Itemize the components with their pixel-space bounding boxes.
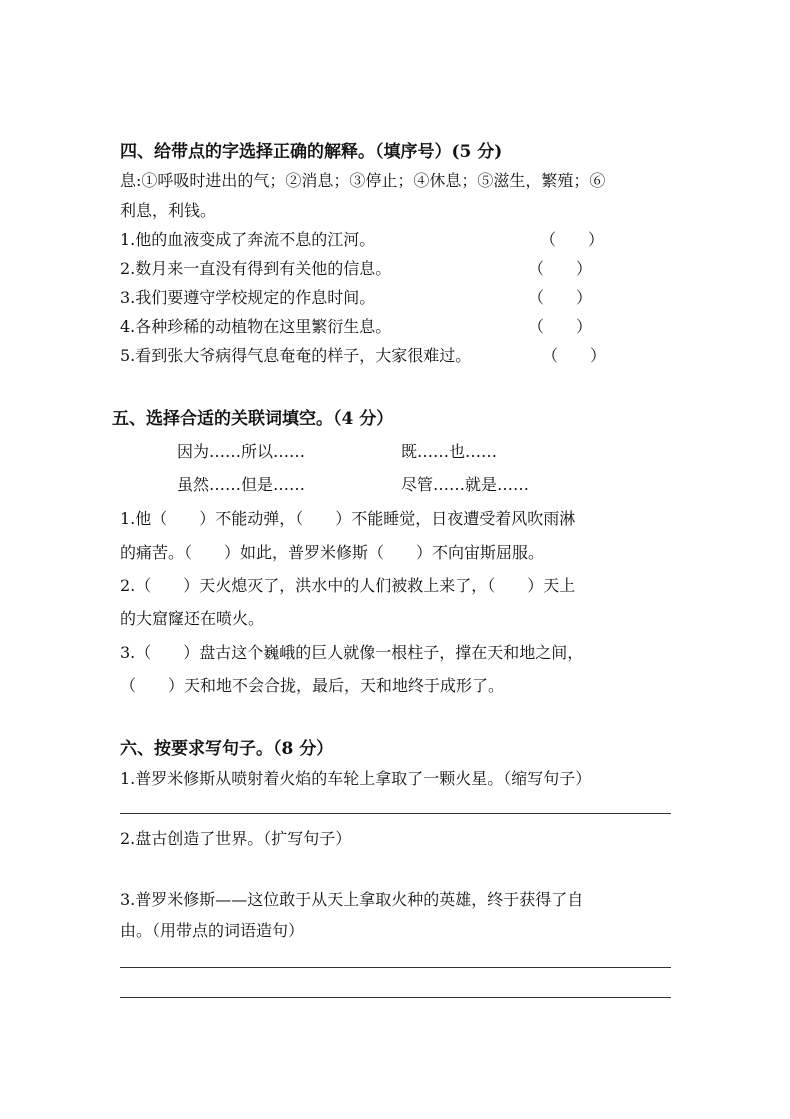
section6-question-2: 2.盘古创造了世界。（扩写句子）: [120, 829, 352, 848]
section6-question-3-line1: 3.普罗米修斯——这位敢于从天上拿取火种的英雄，终于获得了自: [120, 890, 584, 909]
section4-item-4-text: 4.各种珍稀的动植物在这里繁衍生息。: [120, 317, 392, 336]
section4-item-2-blank[interactable]: （ ）: [528, 259, 593, 278]
section6-title: 六、按要求写句子。（8 分）: [120, 739, 334, 759]
conjunction-option-1: 因为……所以……: [177, 442, 306, 461]
section5-title: 五、选择合适的关联词填空。（4 分）: [112, 409, 394, 429]
answer-line-1[interactable]: [120, 813, 671, 814]
section6-question-3-line2: 由。（用带点的词语造句）: [120, 921, 305, 940]
section4-definition-line2: 利息，利钱。: [120, 201, 217, 220]
section5-question-1-line1: 1.他（ ）不能动弹，（ ）不能睡觉，日夜遭受着风吹雨淋: [120, 509, 576, 528]
answer-line-3[interactable]: [120, 997, 671, 998]
section4-item-1-text: 1.他的血液变成了奔流不息的江河。: [120, 230, 376, 249]
section4-item-2-text: 2.数月来一直没有得到有关他的信息。: [120, 259, 392, 278]
section4-title: 四、给带点的字选择正确的解释。（填序号）(5 分): [120, 142, 503, 162]
section4-definition-line1: 息:①呼吸时进出的气；②消息；③停止；④休息；⑤滋生，繁殖；⑥: [120, 171, 606, 190]
section5-question-3-line2: （ ）天和地不会合拢，最后，天和地终于成形了。: [120, 676, 505, 695]
section4-item-3-text: 3.我们要遵守学校规定的作息时间。: [120, 288, 376, 307]
section4-item-3-blank[interactable]: （ ）: [528, 288, 593, 307]
section5-question-2-line1: 2.（ ）天火熄灭了，洪水中的人们被救上来了，（ ）天上: [120, 576, 576, 595]
section5-question-2-line2: 的大窟窿还在喷火。: [120, 609, 265, 628]
answer-line-2[interactable]: [120, 967, 671, 968]
section5-question-1-line2: 的痛苦。（ ）如此，普罗米修斯（ ）不向宙斯屈服。: [120, 543, 545, 562]
section4-item-1-blank[interactable]: （ ）: [540, 230, 605, 249]
conjunction-option-4: 尽管……就是……: [401, 475, 530, 494]
conjunction-option-2: 既……也……: [401, 442, 498, 461]
conjunction-option-3: 虽然……但是……: [177, 475, 306, 494]
section4-item-5-blank[interactable]: （ ）: [542, 346, 607, 365]
section6-question-1: 1.普罗米修斯从喷射着火焰的车轮上拿取了一颗火星。（缩写句子）: [120, 769, 592, 788]
section5-question-3-line1: 3.（ ）盘古这个巍峨的巨人就像一根柱子，撑在天和地之间，: [120, 643, 584, 662]
section4-item-4-blank[interactable]: （ ）: [528, 317, 593, 336]
section4-item-5-text: 5.看到张大爷病得气息奄奄的样子，大家很难过。: [120, 346, 472, 365]
